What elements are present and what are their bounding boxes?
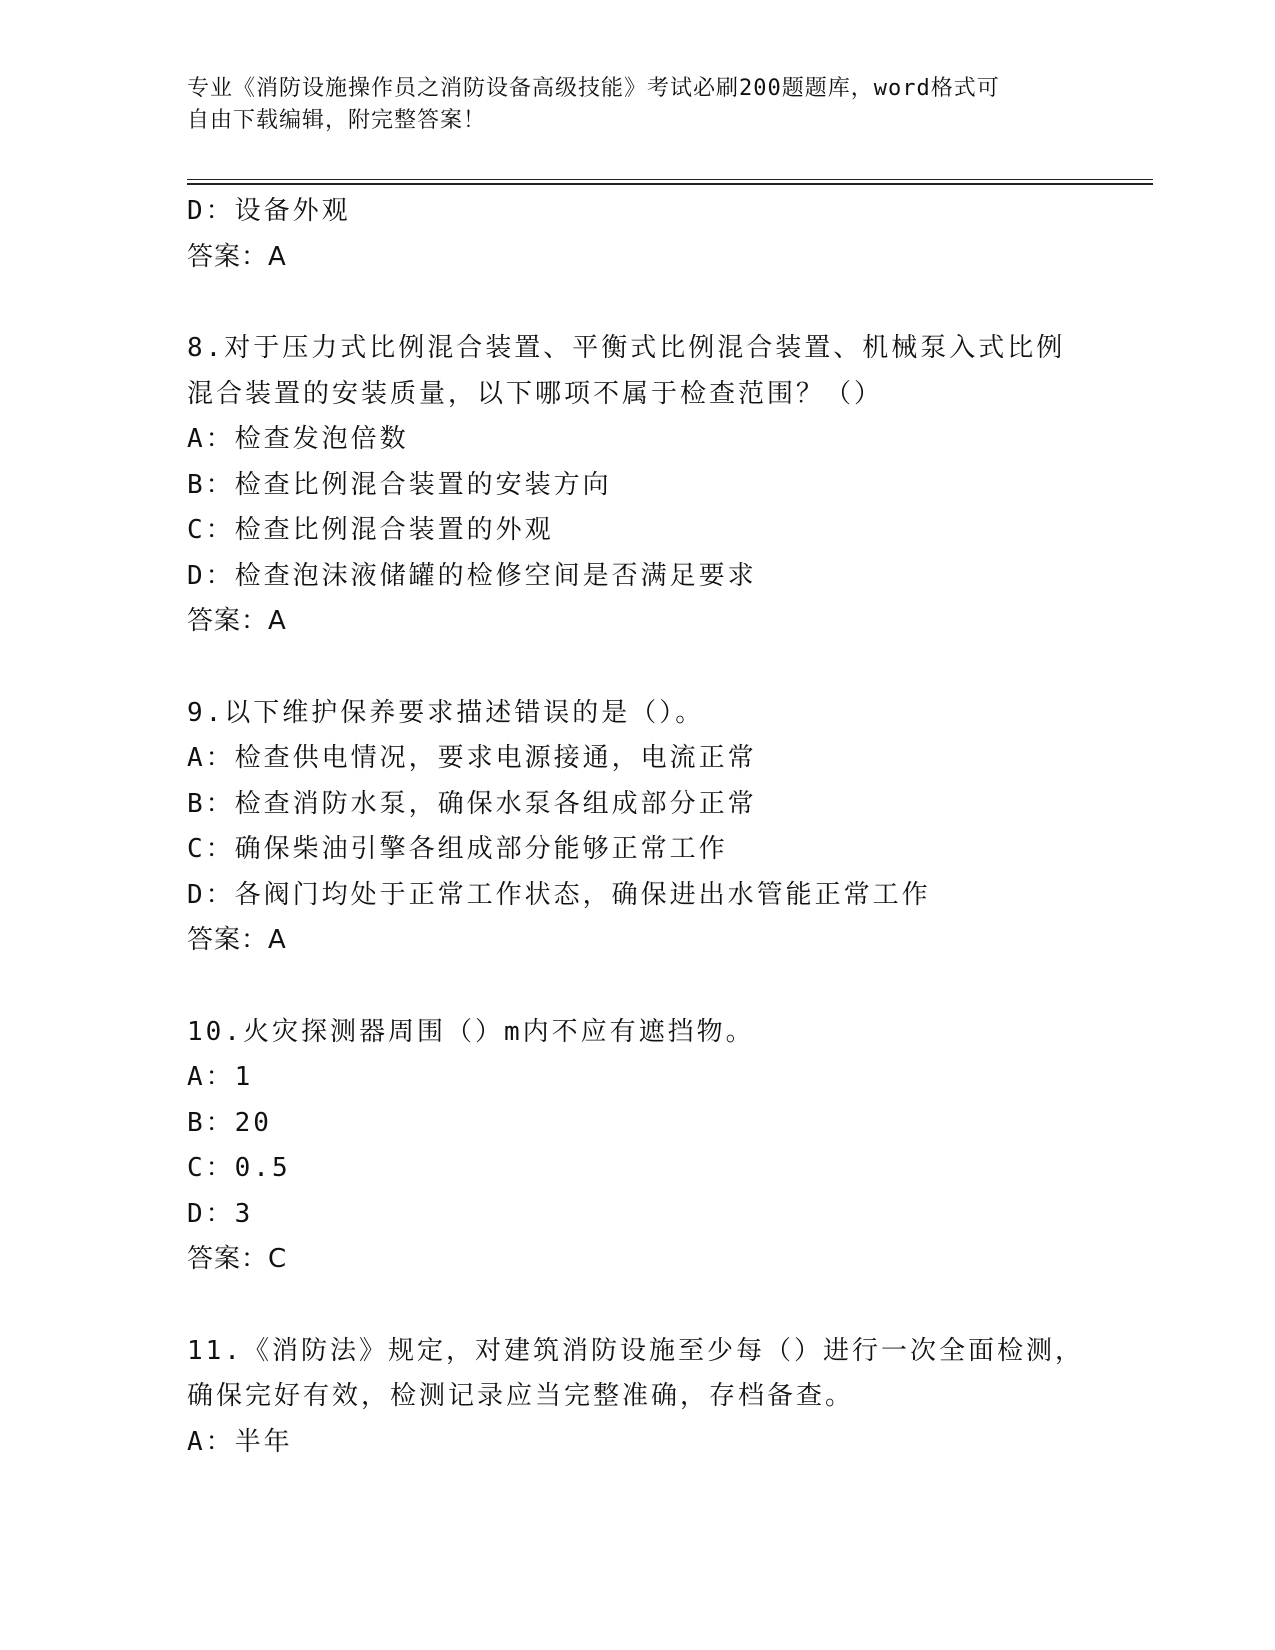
option-a: A：1: [187, 1062, 254, 1092]
page-header: [187, 73, 1067, 137]
spacer: [187, 280, 1087, 326]
option-d: D：3: [187, 1198, 254, 1229]
question-10: [187, 1010, 1087, 1283]
question-stem: 11.《消防法》规定，对建筑消防设施至少每（）进行一次全面检测，: [187, 1335, 1084, 1366]
previous-question-tail: [187, 189, 1087, 280]
spacer: [187, 964, 1087, 1010]
answer-line: 答案：C: [187, 1244, 288, 1274]
spacer: [187, 645, 1087, 691]
header-line-1: 专业《消防设施操作员之消防设备高级技能》考试必刷200题题库，word格式可: [187, 76, 1000, 101]
option-d: D：各阀门均处于正常工作状态，确保进出水管能正常工作: [187, 879, 931, 910]
answer-line: 答案：A: [187, 241, 287, 272]
question-8: [187, 326, 1087, 645]
option-c: C：0.5: [187, 1153, 291, 1183]
header-line-2: 自由下载编辑，附完整答案！: [187, 108, 487, 133]
option-b: B：检查消防水泵，确保水泵各组成部分正常: [187, 788, 757, 819]
question-stem: 8.对于压力式比例混合装置、平衡式比例混合装置、机械泵入式比例: [187, 333, 1066, 363]
answer-line: 答案：A: [187, 925, 287, 955]
question-content: [187, 189, 1087, 1465]
option-b: B：20: [187, 1107, 272, 1138]
question-stem: 10.火灾探测器周围（）m内不应有遮挡物。: [187, 1016, 755, 1047]
option-d: D：设备外观: [187, 196, 351, 226]
question-9: [187, 691, 1087, 964]
header-divider-thick: [187, 183, 1153, 185]
question-stem: 9.以下维护保养要求描述错误的是（）。: [187, 697, 705, 728]
option-c: C：确保柴油引擎各组成部分能够正常工作: [187, 834, 728, 864]
question-stem: 确保完好有效，检测记录应当完整准确，存档备查。: [187, 1381, 855, 1411]
option-a: A：检查供电情况，要求电源接通，电流正常: [187, 743, 757, 773]
answer-line: 答案：A: [187, 606, 287, 636]
option-b: B：检查比例混合装置的安装方向: [187, 469, 612, 500]
header-divider-thin: [187, 179, 1153, 180]
spacer: [187, 1283, 1087, 1329]
option-c: C：检查比例混合装置的外观: [187, 515, 554, 545]
question-stem: 混合装置的安装质量，以下哪项不属于检查范围？（）: [187, 378, 884, 409]
option-a: A：检查发泡倍数: [187, 424, 409, 454]
question-11: [187, 1329, 1087, 1466]
option-d: D：检查泡沫液储罐的检修空间是否满足要求: [187, 560, 757, 591]
option-a: A：半年: [187, 1426, 293, 1457]
